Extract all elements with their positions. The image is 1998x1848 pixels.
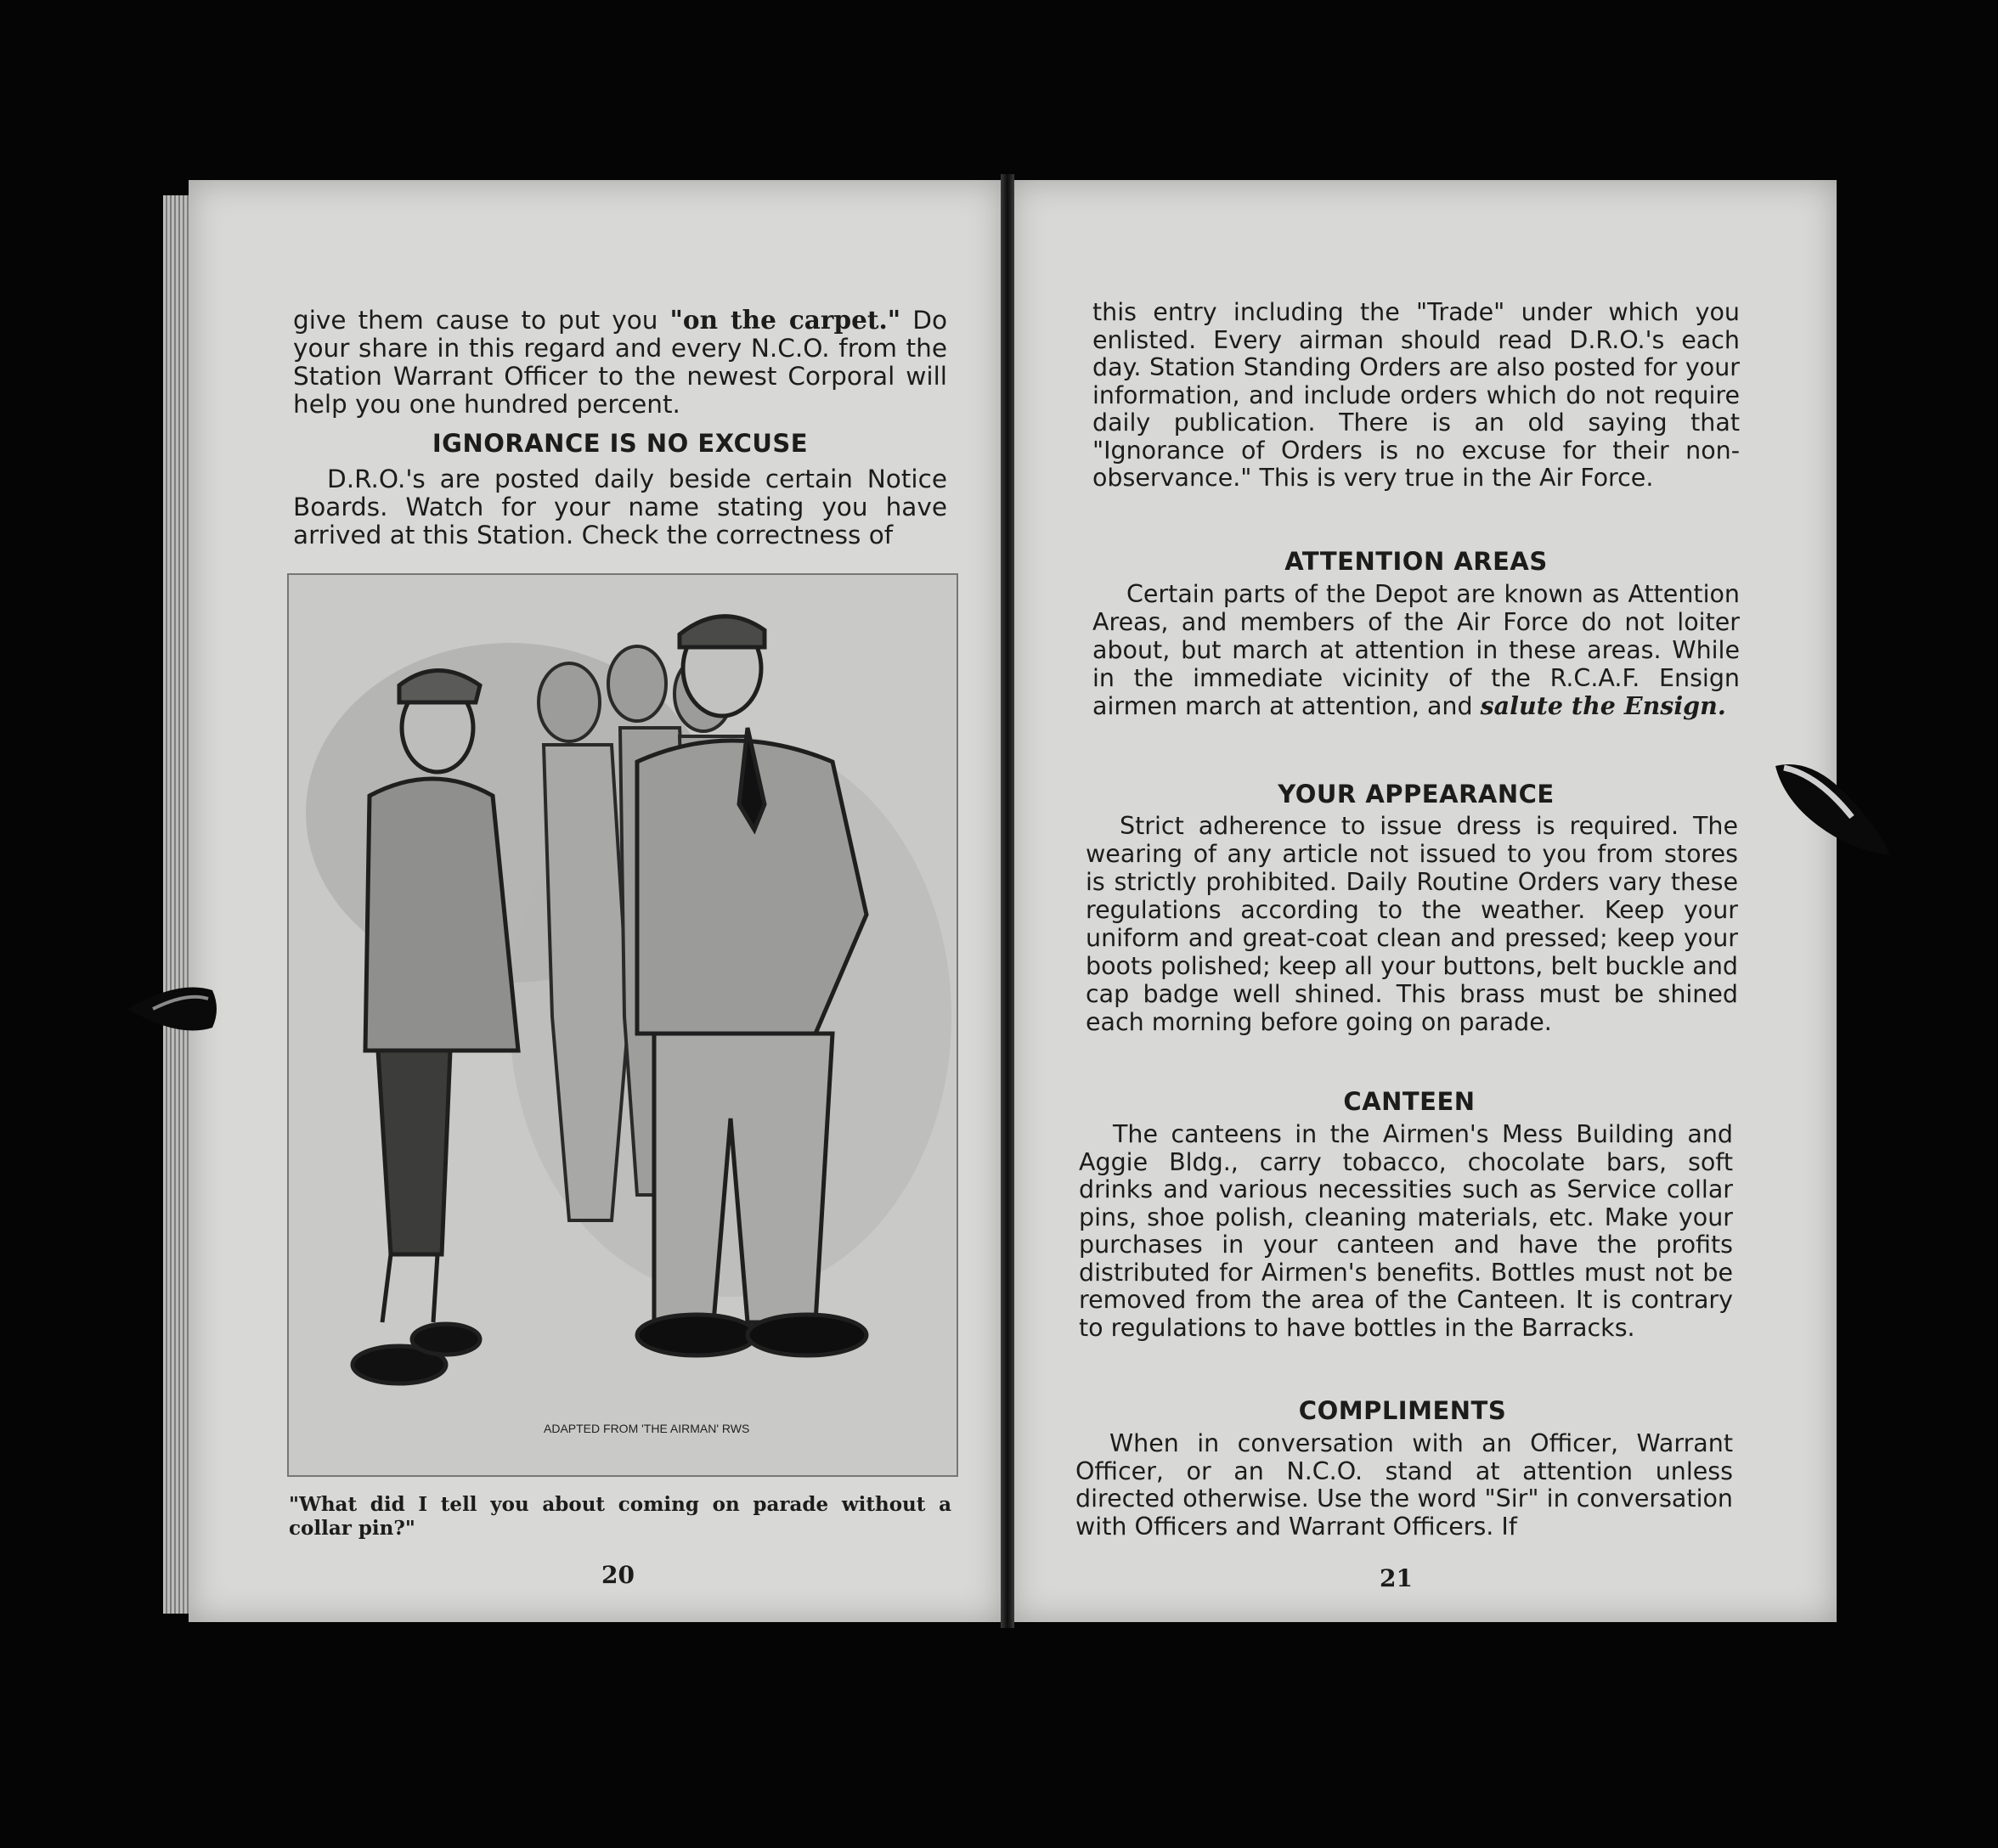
book-gutter (1001, 174, 1014, 1628)
attention-text: Certain parts of the Depot are known as Attention Areas, and members of the Air Force do not loiter about, but march at attention in these areas. While in the immediate vicinity of the R.C.A.F. Ensign airmen march at attention, and (1092, 580, 1740, 720)
heading-your-appearance: YOUR APPEARANCE (1278, 780, 1555, 808)
right-continued-paragraph (1092, 299, 1740, 493)
left-top-paragraph (293, 306, 947, 419)
left-top-text-rest: Do your share in this regard and every N.C.O. from the Station Warrant Officer to the newest Corporal will help you one hundred percent. (293, 306, 947, 419)
canteen-paragraph (1079, 1121, 1733, 1342)
left-top-text: give them cause to put you (293, 306, 670, 335)
dro-paragraph (293, 465, 947, 549)
cartoon-drawing (289, 575, 957, 1475)
cartoon-illustration (287, 573, 958, 1477)
attention-paragraph (1092, 580, 1740, 720)
heading-ignorance-is-no-excuse: IGNORANCE IS NO EXCUSE (432, 429, 809, 458)
salute-the-ensign-emphasis: salute the Ensign. (1480, 691, 1726, 720)
on-the-carpet-emphasis: "on the carpet." (669, 305, 901, 335)
book-page-edges (163, 195, 192, 1614)
page-number-left: 20 (601, 1561, 635, 1589)
cartoon-caption: "What did I tell you about coming on parade without a collar pin?" (289, 1493, 951, 1540)
compliments-text: When in conversation with an Officer, Warrant Officer, or an N.C.O. stand at attention unless directed otherwise. Use the word "Sir" in conversation with Officers and Warrant Officers. If (1075, 1429, 1733, 1541)
right-continued-text: this entry including the "Trade" under which you enlisted. Every airman should read D.R.O.'s each day. Station Standing Orders are also posted for your information, and include orders which do not require daily publication. There is an old saying that "Ignorance of Orders is no excuse for their non-observance." This is very true in the Air Force. (1092, 298, 1740, 492)
heading-attention-areas: ATTENTION AREAS (1284, 547, 1548, 576)
canteen-text: The canteens in the Airmen's Mess Building and Aggie Bldg., carry tobacco, chocolate bars, soft drinks and various necessities such as Service collar pins, shoe polish, cleaning materials, etc. Make your purchases in your canteen and have the profits distributed for Airmen's benefits. Bottles must not be removed from the area of the Canteen. It is contrary to regulations to have bottles in the Barracks. (1079, 1120, 1733, 1342)
heading-compliments: COMPLIMENTS (1298, 1396, 1507, 1425)
appearance-text: Strict adherence to issue dress is required. The wearing of any article not issued to you from stores is strictly prohibited. Daily Routine Orders vary these regulations according to the weather. Keep your uniform and great-coat clean and pressed; keep your boots polished; keep all your buttons, belt buckle and cap badge well shined. This brass must be shined each morning before going on parade. (1086, 812, 1738, 1036)
dro-text: D.R.O.'s are posted daily beside certain Notice Boards. Watch for your name stating you have arrived at this Station. Check the correctness of (293, 465, 947, 549)
heading-canteen: CANTEEN (1343, 1087, 1476, 1116)
right-binder-clip-icon (1767, 758, 1894, 859)
cartoon-credit: ADAPTED FROM 'THE AIRMAN' RWS (544, 1422, 750, 1435)
compliments-paragraph (1075, 1430, 1733, 1541)
left-binder-clip-icon (127, 975, 221, 1043)
appearance-paragraph (1086, 812, 1738, 1036)
page-number-right: 21 (1380, 1564, 1413, 1592)
